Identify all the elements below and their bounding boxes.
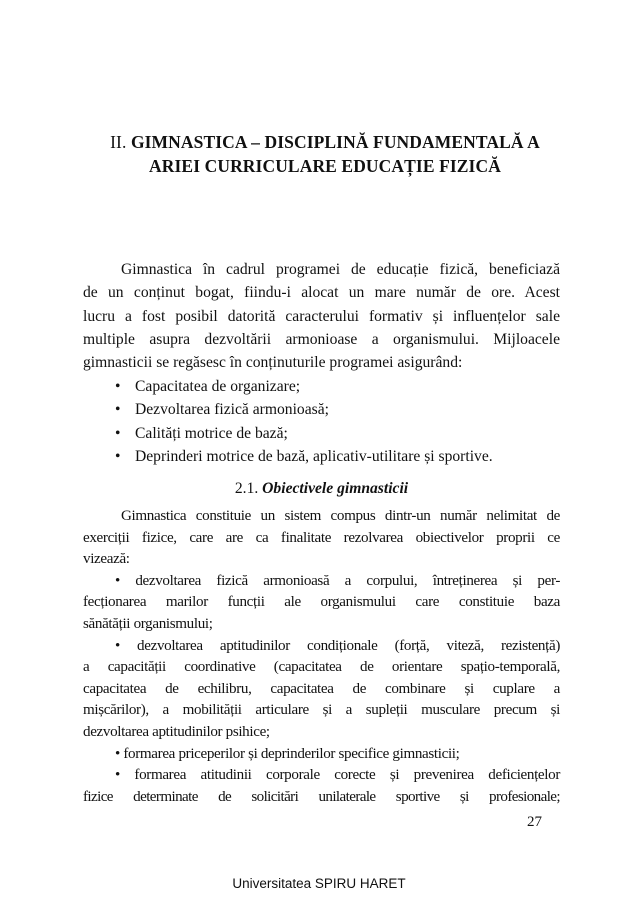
list-item bbox=[115, 375, 565, 398]
objectives-intro-line: exerciții fizice, care are ca finalitate rezolvarea obiectivelor proprii ce bbox=[83, 529, 560, 546]
objective-item-line: • formarea priceperilor și deprinderilor specifice gimnasticii; bbox=[115, 745, 460, 762]
section-title: Obiectivele gimnasticii bbox=[262, 480, 409, 497]
objective-item-line: sănătății organismului; bbox=[83, 615, 213, 632]
list-item bbox=[115, 398, 565, 421]
footer-university: Universitatea SPIRU HARET bbox=[232, 876, 406, 891]
chapter-number: II. bbox=[110, 132, 127, 152]
objective-item-line: fecționarea marilor funcții ale organismului care constituie baza bbox=[83, 594, 560, 611]
intro-line: gimnasticii se regăsesc în conținuturile programei asigurând: bbox=[83, 354, 463, 372]
chapter-title-text-1: GIMNASTICA – DISCIPLINĂ FUNDAMENTALĂ A bbox=[130, 132, 540, 152]
intro-line: Gimnastica în cadrul programei de educație fizică, beneficiază bbox=[121, 261, 560, 278]
intro-line: multiple asupra dezvoltării armonioase a organismului. Mijloacele bbox=[83, 330, 560, 348]
objective-item-line: dezvoltarea aptitudinilor psihice; bbox=[83, 723, 270, 740]
bullet-icon: • bbox=[115, 401, 121, 419]
section-heading bbox=[83, 478, 560, 500]
bullet-icon: • bbox=[115, 424, 121, 442]
objectives-intro-line: Gimnastica constituie un sistem compus dintr-un număr nelimitat de bbox=[121, 508, 560, 524]
list-item bbox=[115, 422, 565, 445]
chapter-title-line-1 bbox=[88, 130, 562, 154]
list-item-text: Deprinderi motrice de bază, aplicativ-utilitare și sportive. bbox=[135, 447, 493, 465]
objectives-intro-line: vizează: bbox=[83, 551, 130, 568]
objective-item-line: capacitatea de echilibru, capacitatea de combinare și cuplare a bbox=[83, 680, 560, 697]
list-item-text: Calități motrice de bază; bbox=[135, 424, 288, 442]
list-item-text: Dezvoltarea fizică armonioasă; bbox=[135, 401, 329, 419]
chapter-title bbox=[88, 130, 562, 178]
intro-paragraph bbox=[83, 258, 560, 374]
bullet-icon: • bbox=[115, 378, 121, 395]
intro-line: de un conținut bogat, fiindu-i alocat un mare număr de ore. Acest bbox=[83, 284, 560, 302]
objective-item-line: mișcărilor), a mobilității articulare și a supleții musculare precum și bbox=[83, 702, 560, 719]
page-number: 27 bbox=[527, 814, 542, 830]
section-number: 2.1. bbox=[234, 480, 259, 497]
objective-item-line: • formarea atitudinii corporale corecte și prevenirea deficiențelor bbox=[115, 767, 560, 784]
list-item bbox=[115, 445, 565, 468]
objective-item-line: a capacității coordinative (capacitatea de orientare spațio-temporală, bbox=[83, 659, 560, 676]
bullet-icon: • bbox=[115, 447, 121, 465]
objective-item-line: • dezvoltarea fizică armonioasă a corpului, întreținerea și per- bbox=[115, 572, 560, 589]
intro-line: lucru a fost posibil datorită caracterului formativ și influențelor sale bbox=[83, 307, 560, 325]
intro-bullet-list bbox=[115, 375, 565, 468]
objective-item-line: fizice determinate de solicitări unilaterale sportive și profesionale; bbox=[83, 788, 560, 805]
list-item-text: Capacitatea de organizare; bbox=[135, 378, 301, 395]
objective-item-line: • dezvoltarea aptitudinilor condiționale (forță, viteză, rezistență) bbox=[115, 637, 560, 654]
chapter-title-line-2: ARIEI CURRICULARE EDUCAȚIE FIZICĂ bbox=[149, 156, 501, 176]
objectives-text bbox=[83, 506, 560, 808]
